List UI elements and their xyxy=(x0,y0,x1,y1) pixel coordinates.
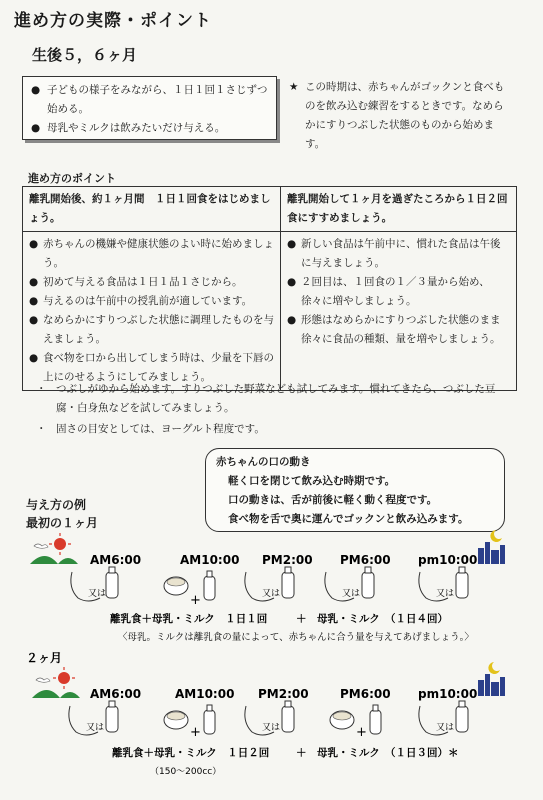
col1-header: 離乳開始後、約１ヶ月間 １日１回食をはじめましょう。 xyxy=(23,187,281,232)
bullet-icon: ● xyxy=(287,314,297,326)
plus-sign: + xyxy=(190,725,201,740)
bullet-icon: ● xyxy=(31,122,41,134)
or-label: 又は xyxy=(436,723,455,733)
page-title: 進め方の実際・ポイント xyxy=(14,11,212,31)
time-label: PM2:00 xyxy=(262,553,313,567)
time-label: pm10:00 xyxy=(418,553,478,567)
points-table xyxy=(22,186,517,391)
or-label: 又は xyxy=(436,589,455,599)
time-label: PM6:00 xyxy=(340,553,391,567)
extra-item: ・ つぶしがゆから始めます。すりつぶした野菜なども試してみます。慣れてきたら、つぶした豆腐・白身魚などを試してみましょう。 xyxy=(36,380,516,418)
first-month-schedule xyxy=(0,530,543,650)
col2-header: 離乳開始して１ヶ月を過ぎたころから１日２回食にすすめましょう。 xyxy=(281,187,517,232)
morning-sun-icon xyxy=(30,533,78,564)
baby-food-bowl-icon xyxy=(330,711,354,729)
amount-note: （150～200cc） xyxy=(150,767,222,777)
plus-sign: + xyxy=(356,725,367,740)
or-label: 又は xyxy=(262,723,281,733)
night-city-icon xyxy=(478,662,505,696)
baby-food-bowl-icon xyxy=(164,577,188,595)
extra-item: ・ 固さの目安としては、ヨーグルト程度です。 xyxy=(36,420,516,439)
bullet-icon: ● xyxy=(287,276,297,288)
point-item: ● 新しい食品は午前中に、慣れた食品は午後に与えましょう。 xyxy=(287,235,510,273)
mouth-box-line: 口の動きは、舌が前後に軽く動く程度です。 xyxy=(228,494,438,506)
bullet-icon: ● xyxy=(29,276,39,288)
night-city-icon xyxy=(478,530,505,564)
schedule-summary-food: 離乳食＋母乳・ミルク １日１回 xyxy=(110,613,268,625)
morning-sun-icon xyxy=(32,667,80,698)
bullet-icon: ● xyxy=(29,352,39,364)
mouth-box-line: 食べ物を舌で奥に運んでゴックンと飲み込みます。 xyxy=(228,513,469,525)
schedule-summary-milk: ＋ 母乳・ミルク （１日４回） xyxy=(296,613,449,625)
mouth-movement-box xyxy=(205,448,505,532)
dot-icon: ・ xyxy=(36,383,47,395)
point-item: ● 与えるのは午前中の授乳前が適しています。 xyxy=(29,292,274,311)
bottle-icon xyxy=(204,705,215,734)
bottle-icon xyxy=(370,705,381,734)
intro-box xyxy=(22,76,277,140)
col2-body xyxy=(281,232,517,391)
time-label: PM2:00 xyxy=(258,687,309,701)
or-label: 又は xyxy=(88,589,107,599)
star-icon: ★ xyxy=(289,81,299,93)
baby-food-bowl-icon xyxy=(164,711,188,729)
bottle-icon xyxy=(204,571,215,600)
schedule-summary-food: 離乳食＋母乳・ミルク １日２回 xyxy=(112,747,270,759)
intro-item: ● 子どもの様子をみながら、１日１回１さじずつ始める。 xyxy=(31,81,268,119)
bullet-icon: ● xyxy=(29,238,39,250)
period-note: ★ この時期は、赤ちゃんがゴックンと食べものを飲み込む練習をするときです。なめらかにすりつぶした状態のものから始めます。 xyxy=(289,78,514,154)
time-label: AM6:00 xyxy=(90,687,142,701)
second-month-schedule xyxy=(0,648,543,780)
time-label: PM6:00 xyxy=(340,687,391,701)
schedule-caption: 〈母乳。ミルクは離乳食の量によって、赤ちゃんに合う量を与えてあげましょう。〉 xyxy=(118,632,474,643)
extra-notes xyxy=(36,380,516,441)
time-label: AM10:00 xyxy=(175,687,235,701)
or-label: 又は xyxy=(86,723,105,733)
point-item: ● ２回目は、１回食の１／３量から始め、徐々に増やしましょう。 xyxy=(287,273,510,311)
or-label: 又は xyxy=(342,589,361,599)
bullet-icon: ● xyxy=(287,238,297,250)
point-item: ● なめらかにすりつぶした状態に調理したものを与えましょう。 xyxy=(29,311,274,349)
plus-sign: + xyxy=(190,593,201,608)
time-label: AM6:00 xyxy=(90,553,142,567)
mouth-box-line: 軽く口を閉じて飲み込む時期です。 xyxy=(228,475,396,487)
point-item: ● 食べ物を口から出してしまう時は、少量を下唇の上にのせるようにしてみましょう。 xyxy=(29,349,274,387)
mouth-box-title: 赤ちゃんの口の動き xyxy=(216,456,311,468)
bullet-icon: ● xyxy=(31,84,41,96)
second-month-label: ２ヶ月 xyxy=(26,651,63,665)
points-label: 進め方のポイント xyxy=(28,172,116,185)
col1-body xyxy=(23,232,281,391)
time-label: AM10:00 xyxy=(180,553,240,567)
point-item: ● 初めて与える食品は１日１品１さじから。 xyxy=(29,273,274,292)
dot-icon: ・ xyxy=(36,423,47,435)
point-item: ● 赤ちゃんの機嫌や健康状態のよい時に始めましょう。 xyxy=(29,235,274,273)
intro-item: ● 母乳やミルクは飲みたいだけ与える。 xyxy=(31,119,268,138)
bullet-icon: ● xyxy=(29,314,39,326)
time-label: pm10:00 xyxy=(418,687,478,701)
schedule-summary-milk: ＋ 母乳・ミルク （１日３回）＊ xyxy=(296,747,459,759)
or-label: 又は xyxy=(262,589,281,599)
age-subtitle: 生後５，６ヶ月 xyxy=(32,46,138,64)
examples-title: 与え方の例 xyxy=(26,498,87,512)
point-item: ● 形態はなめらかにすりつぶした状態のまま徐々に食品の種類、量を増やしましょう。 xyxy=(287,311,510,349)
first-month-label: 最初の１ヶ月 xyxy=(26,516,99,530)
bullet-icon: ● xyxy=(29,295,39,307)
